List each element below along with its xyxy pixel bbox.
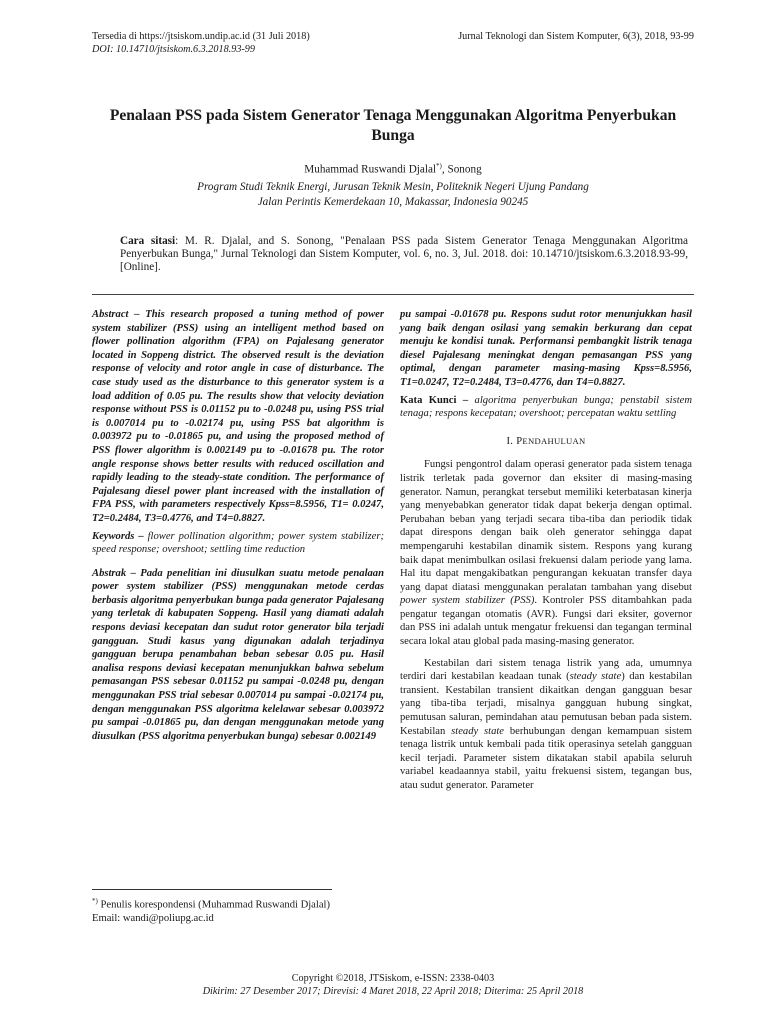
footnote-divider — [92, 889, 332, 890]
keywords-english-label: Keywords – — [92, 530, 144, 542]
intro-paragraph-1-text-b: . Kontroler PSS ditambahkan pada pengatur tegangan otomatis (AVR). Fungsi dari eksiter, governor dan PSS ini adalah untuk mengatur frekuensi dan tegangan terminal secara lokal atau global pada masing-masing generator. — [400, 595, 692, 648]
footnote-mark: *) — [92, 897, 98, 905]
keywords-indonesian-text: algoritma penyerbukan bunga; penstabil sistem tenaga; respons kecepatan; overshoot; percepatan waktu settling — [400, 394, 692, 420]
affiliation-line-1: Program Studi Teknik Energi, Jurusan Teknik Mesin, Politeknik Negeri Ujung Pandang — [197, 181, 589, 193]
footnote-email: Email: wandi@poliupg.ac.id — [92, 912, 214, 924]
footnote — [92, 895, 392, 925]
intro-paragraph-2-text-a: Kestabilan dari sistem tenaga listrik yang ada, umumnya terdiri dari kestabilan keadaan tunak ( — [400, 657, 692, 683]
footnote-author-text: Penulis korespondensi (Muhammad Ruswandi Djalal) — [97, 899, 330, 911]
intro-paragraph-2-text-b: ) dan kestabilan transient. Kestabilan transient dikaitkan dengan gangguan besar yang tiba-tiba terjadi, misalnya gangguan hubung singkat, pemutusan saluran, pemindahan atau pemutusan beban pada sistem. Kestabilan — [400, 671, 692, 737]
section-number: I. — [506, 435, 514, 447]
left-column — [92, 308, 384, 743]
co-author: , Sonong — [441, 163, 482, 176]
keywords-indonesian-label: Kata Kunci – — [400, 394, 469, 406]
citation-box — [120, 235, 688, 275]
intro-paragraph-1-italic: power system stabilizer (PSS) — [400, 595, 535, 607]
abstract-english: Abstract – This research proposed a tuning method of power system stabilizer (PSS) using an intelligent method based on flower pollination algorithm (FPA) on Pajalesang generator located in Soppeng district. The observed result is the deviation response of velocity and rotor angle in case of disturbance. The case study used as the disturbance to this generator system is a load addition of 0.05 pu. The results show that velocity deviation response without PSS is 0.01152 pu to -0.0248 pu, using PSS trial is 0.007014 pu to -0.02174 pu, using PSS bat algorithm is 0.003972 pu to -0.01865 pu, and using the proposed method of PSS flower algorithm is 0.002149 pu to -0.01678 pu. The rotor angle response shows better results with reduced oscillation and rapidly leading to the steady-state condition. The performance of Pajalesang diesel power plant increased with the installation of FPA PSS, with parameters respectively Kpss=8.5956, T1= 0.0247, T2=0.2484, T3=0.4776, and T4=0.8827. — [92, 309, 384, 524]
corresponding-author: Muhammad Ruswandi Djalal — [304, 163, 437, 176]
section-heading-introduction — [400, 435, 692, 449]
journal-availability-header — [92, 30, 310, 56]
intro-paragraph-1-text-a: Fungsi pengontrol dalam operasi generator pada sistem tenaga listrik terletak pada governor dan eksiter di masing-masing generator. Namun, perangkat tersebut memiliki keterbatasan kinerja yang menyebabkan generator tidak dapat bekerja dengan optimal. Perubahan beban yang terjadi secara tiba-tiba dan periodik tidak dapat direspons dengan baik oleh generator sehingga dapat mempengaruhi kestabilan dinamik sistem. Respons yang kurang baik dapat menimbulkan osilasi frekuensi dalam periode yang lama. Hal itu dapat mengakibatkan pengurangan kekuatan transfer daya yang dapat diatasi menggunakan peralatan tambahan yang disebut — [400, 459, 692, 593]
journal-volume-line: Jurnal Teknologi dan Sistem Komputer, 6(3), 2018, 93-99 — [458, 31, 694, 42]
section-title-initial: P — [516, 435, 523, 447]
abstract-indonesian-part-2: pu sampai -0.01678 pu. Respons sudut rotor menunjukkan hasil yang baik dengan osilasi yang semakin berkurang dan cepat menuju ke kondisi tunak. Performansi pembangkit listrik tenaga diesel Pajalesang meningkat dengan pemasangan PSS yang optimal, dengan parameter masing-masing Kpss=8.5956, T1=0.0247, T2=0.2484, T3=0.4776, dan T4=0.8827. — [400, 309, 692, 388]
right-column — [400, 308, 692, 793]
keywords-english — [92, 530, 384, 557]
intro-paragraph-2-text-c: berhubungan dengan kemampuan sistem tenaga listrik untuk kembali pada titik operasinya setelah gangguan kecil terjadi. Parameter sistem dikatakan stabil apabila seluruh variabel keadaannya stabil, yaitu frekuensi sistem, tegangan bus, atau sudut generator. Parameter — [400, 725, 693, 791]
page-footer — [92, 972, 694, 998]
intro-paragraph-2-italic-2: steady state — [451, 725, 505, 737]
keywords-indonesian — [400, 394, 692, 421]
corresponding-author-mark: *) — [436, 162, 442, 170]
intro-paragraph-2-italic-1: steady state — [569, 671, 622, 683]
section-title-rest: ENDAHULUAN — [522, 435, 586, 446]
journal-citation-header — [458, 30, 694, 43]
submission-dates: Dikirim: 27 Desember 2017; Direvisi: 4 Maret 2018, 22 April 2018; Diterima: 25 April 2018 — [202, 986, 584, 997]
doi-line: DOI: 10.14710/jtsiskom.6.3.2018.93-99 — [92, 44, 255, 55]
footnote-author-line — [92, 895, 392, 912]
affiliation-line-2: Jalan Perintis Kemerdekaan 10, Makassar, Indonesia 90245 — [257, 196, 529, 208]
copyright-line: Copyright ©2018, JTSiskom, e-ISSN: 2338-0403 — [291, 973, 495, 984]
section-divider — [92, 294, 694, 295]
citation-text: : M. R. Djalal, and S. Sonong, "Penalaan PSS pada Sistem Generator Tenaga Menggunakan Algoritma Penyerbukan Bunga," Jurnal Teknologi dan Sistem Komputer, vol. 6, no. 3, Jul. 2018. doi: 10.14710/jtsiskom.6.3.2018.93-99, [Online]. — [120, 235, 688, 274]
citation-label: Cara sitasi — [120, 235, 176, 247]
intro-paragraph-1 — [400, 458, 692, 648]
intro-paragraph-2 — [400, 657, 692, 793]
affiliation — [92, 180, 694, 210]
paper-title: Penalaan PSS pada Sistem Generator Tenaga Menggunakan Algoritma Penyerbukan Bunga — [109, 107, 677, 144]
author-list — [92, 159, 694, 177]
availability-line: Tersedia di https://jtsiskom.undip.ac.id (31 Juli 2018) — [92, 31, 310, 42]
keywords-english-text: flower pollination algorithm; power system stabilizer; speed response; overshoot; settling time reduction — [92, 530, 384, 556]
abstract-indonesian-part-1: Abstrak – Pada penelitian ini diusulkan suatu metode penalaan power system stabilizer (PSS) menggunakan metode cerdas berbasis algoritma penyerbukan bunga pada generator Pajalesang yang terletak di kabupaten Soppeng. Hasil yang diamati adalah respons deviasi kecepatan dan sudut rotor generator bila terjadi gangguan. Studi kasus yang digunakan adalah terjadinya gangguan berupa penambahan beban sebesar 0.05 pu. Hasil analisa respons deviasi kecepatan menunjukkan bahwa sebelum pemasangan PSS sebesar 0.01152 pu sampai -0.0248 pu, dengan menggunakan PSS trial sebesar 0.007014 pu sampai -0.02174 pu, dengan menggunakan PSS algoritma kelelawar sebesar 0.003972 pu sampai -0.01865 pu, dan dengan menggunakan metode yang diusulkan (PSS algoritma penyerbukan bunga) sebesar 0.002149 — [92, 567, 384, 742]
